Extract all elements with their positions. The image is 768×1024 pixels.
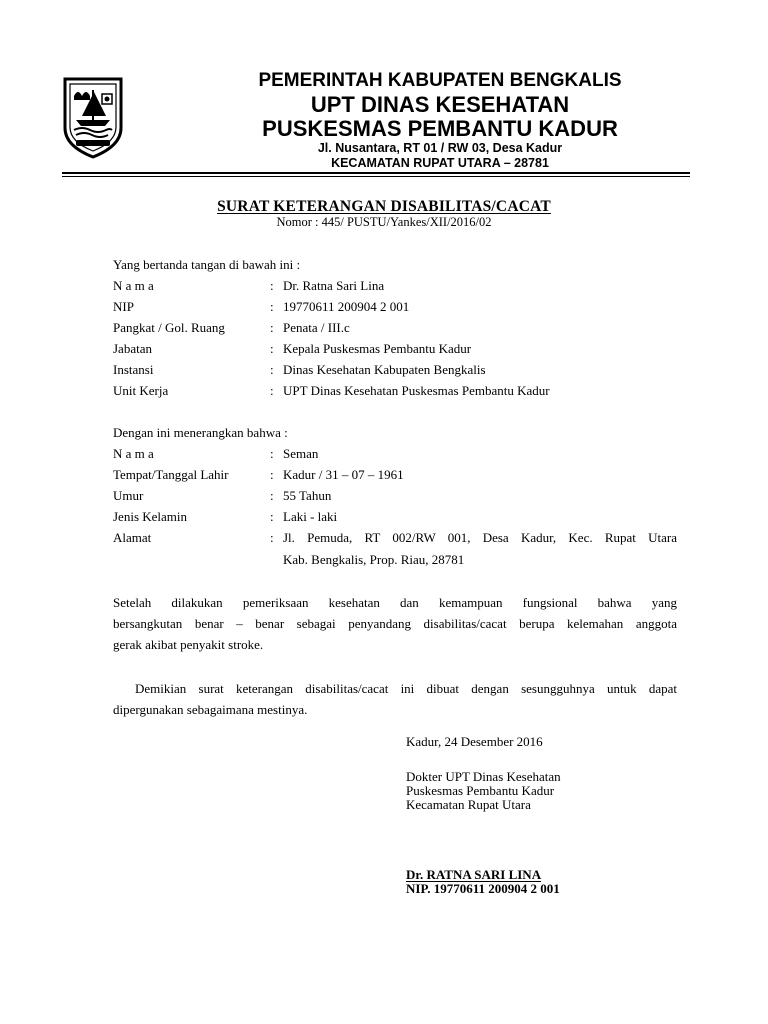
signature-position: Puskesmas Pembantu Kadur <box>406 783 555 798</box>
subject-gender-label: Jenis Kelamin <box>113 509 188 524</box>
subject-intro: Dengan ini menerangkan bahwa : <box>113 425 288 440</box>
letterhead-district: KECAMATAN RUPAT UTARA – 28781 <box>331 156 549 170</box>
signer-name-value: Dr. Ratna Sari Lina <box>283 278 385 293</box>
colon: : <box>270 383 274 398</box>
letterhead-divider <box>62 172 690 174</box>
letterhead-divider-thin <box>62 176 690 177</box>
letterhead-agency: UPT DINAS KESEHATAN <box>310 92 570 117</box>
signature-position: Kecamatan Rupat Utara <box>406 797 531 812</box>
colon: : <box>270 509 274 524</box>
closing-paragraph <box>113 678 677 720</box>
signer-position-value: Kepala Puskesmas Pembantu Kadur <box>283 341 472 356</box>
subject-age-label: Umur <box>113 488 144 503</box>
colon: : <box>270 488 274 503</box>
subject-address-label: Alamat <box>113 530 152 545</box>
colon: : <box>270 530 274 545</box>
signer-nip-value: 19770611 200904 2 001 <box>283 299 410 314</box>
statement-line: bersangkutan benar – benar sebagai penyandang disabilitas/cacat berupa kelemahan anggota <box>113 616 677 631</box>
statement-line: Setelah dilakukan pemeriksaan kesehatan dan kemampuan fungsional bahwa yang <box>113 595 677 610</box>
subject-address-value: Jl. Pemuda, RT 002/RW 001, Desa Kadur, Kec. Rupat Utara <box>283 530 677 545</box>
letter-number: Nomor : 445/ PUSTU/Yankes/XII/2016/02 <box>276 215 492 229</box>
signer-name-label: N a m a <box>113 278 154 293</box>
signature-position: Dokter UPT Dinas Kesehatan <box>406 769 561 784</box>
signer-nip-label: NIP <box>113 299 134 314</box>
subject-age-value: 55 Tahun <box>283 488 332 503</box>
colon: : <box>270 320 274 335</box>
colon: : <box>270 446 274 461</box>
colon: : <box>270 299 274 314</box>
subject-address-value-cont: Kab. Bengkalis, Prop. Riau, 28781 <box>283 552 465 567</box>
signer-agency-label: Instansi <box>113 362 154 377</box>
statement-paragraph <box>113 592 677 655</box>
signer-agency-value: Dinas Kesehatan Kabupaten Bengkalis <box>283 362 486 377</box>
closing-line: Demikian surat keterangan disabilitas/cacat ini dibuat dengan sesungguhnya untuk dapat <box>135 681 677 696</box>
colon: : <box>270 362 274 377</box>
closing-line: dipergunakan sebagaimana mestinya. <box>113 702 308 717</box>
bengkalis-emblem-icon <box>62 76 124 160</box>
signer-unit-value: UPT Dinas Kesehatan Puskesmas Pembantu Kadur <box>283 383 550 398</box>
signature-place-date: Kadur, 24 Desember 2016 <box>406 734 543 749</box>
signer-nip: NIP. 19770611 200904 2 001 <box>406 881 560 896</box>
subject-gender-value: Laki - laki <box>283 509 338 524</box>
signer-position-label: Jabatan <box>113 341 152 356</box>
signer-intro: Yang bertanda tangan di bawah ini : <box>113 257 301 272</box>
colon: : <box>270 467 274 482</box>
statement-line: gerak akibat penyakit stroke. <box>113 637 264 652</box>
subject-name-value: Seman <box>283 446 319 461</box>
letterhead-institution: PUSKESMAS PEMBANTU KADUR <box>262 116 618 141</box>
signer-rank-value: Penata / III.c <box>283 320 350 335</box>
subject-birth-label: Tempat/Tanggal Lahir <box>113 467 229 482</box>
colon: : <box>270 278 274 293</box>
signer-rank-label: Pangkat / Gol. Ruang <box>113 320 225 335</box>
signer-unit-label: Unit Kerja <box>113 383 169 398</box>
letterhead-government: PEMERINTAH KABUPATEN BENGKALIS <box>258 70 622 91</box>
signer-name: Dr. RATNA SARI LINA <box>406 867 542 882</box>
subject-birth-value: Kadur / 31 – 07 – 1961 <box>283 467 404 482</box>
colon: : <box>270 341 274 356</box>
letterhead-address: Jl. Nusantara, RT 01 / RW 03, Desa Kadur <box>317 141 563 155</box>
letter-title: SURAT KETERANGAN DISABILITAS/CACAT <box>217 198 551 215</box>
subject-name-label: N a m a <box>113 446 154 461</box>
